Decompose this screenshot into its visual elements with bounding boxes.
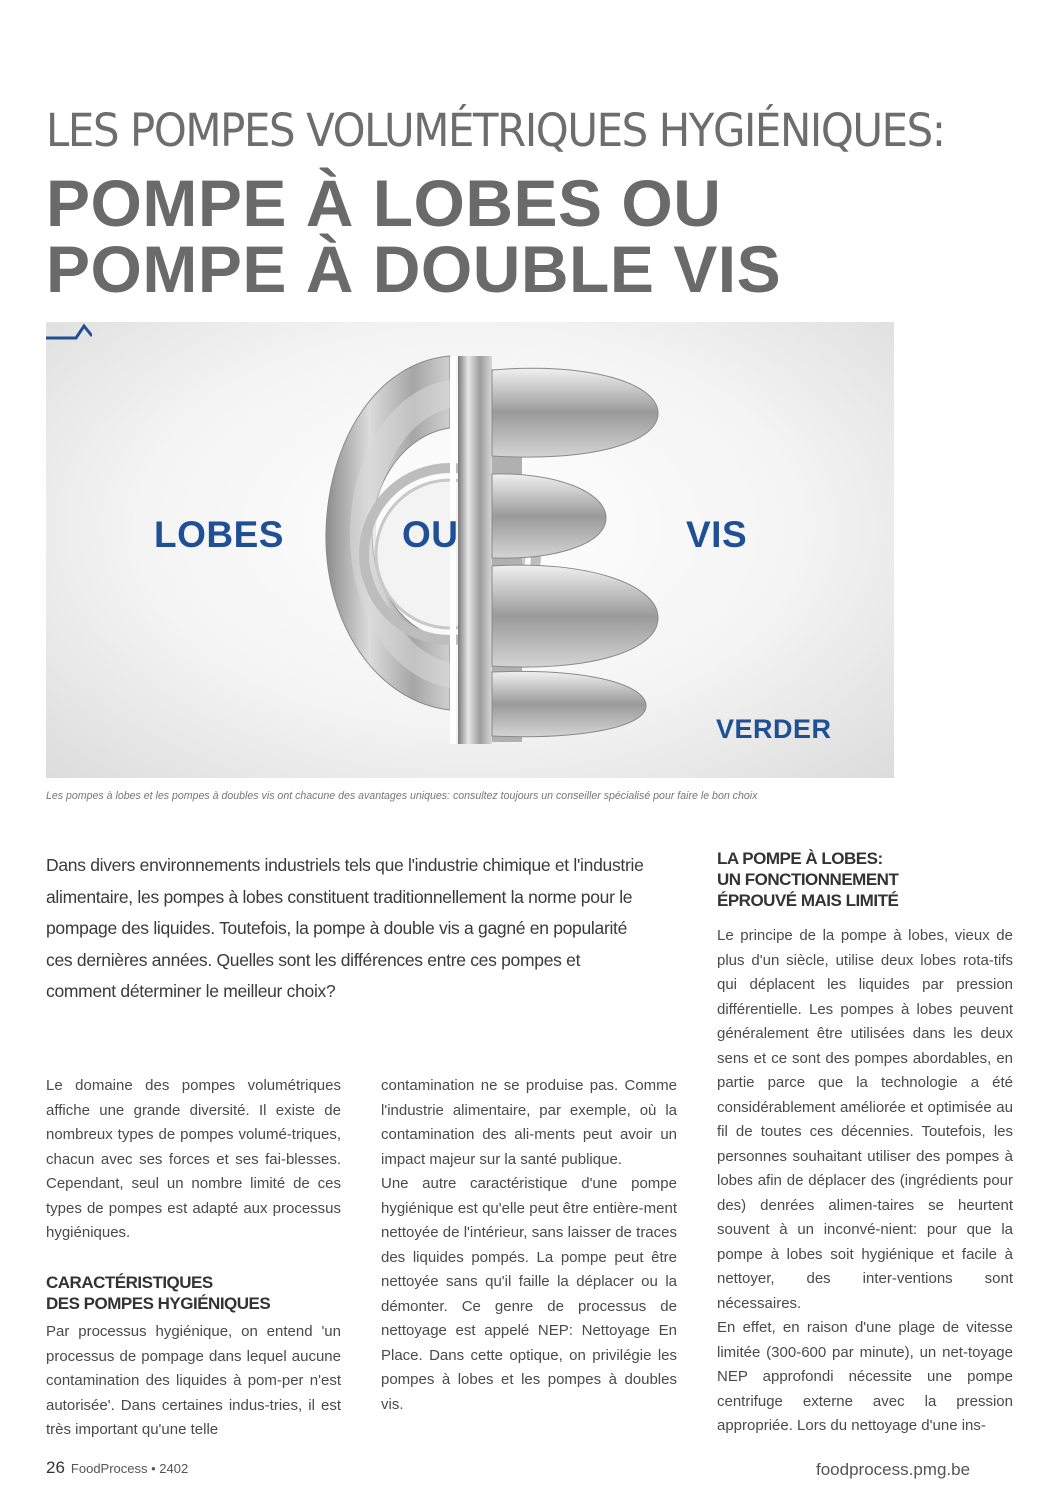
section-heading-hygienic: [46, 1272, 346, 1314]
col1-paragraph-1: Le domaine des pompes volumétriques affiche une grande diversité. Il existe de nombreux types de pompes volumé-triques, chacun avec ses forces et ses fai-blesses. Cependant, seul un nombre limité de ces types de pompes est adapté aux processus hygiéniques.: [46, 1077, 341, 1241]
col3-paragraph-2: En effet, en raison d'une plage de vitesse limitée (300-600 par minute), un net-toyage NEP approfondi nécessite une pompe centrifuge externe avec la pression appropriée. Lors du nettoyage d'une ins-: [717, 1319, 1013, 1434]
hero-label-lobes: LOBES: [154, 514, 284, 555]
footer-left: [46, 1458, 188, 1478]
section-heading-line: ÉPROUVÉ MAIS LIMITÉ: [717, 891, 899, 910]
verder-logo-swoosh-icon: [46, 322, 92, 342]
section-heading-lobe-pump: [717, 848, 1017, 911]
hero-label-ou: OU: [402, 514, 459, 555]
column-1-text: [46, 1074, 341, 1246]
column-3-text: [717, 924, 1013, 1439]
hero-label-vis: VIS: [686, 514, 748, 555]
verder-logo: VERDER: [716, 714, 832, 744]
hero-image: [46, 322, 894, 778]
col3-paragraph-1: Le principe de la pompe à lobes, vieux de plus d'un siècle, utilise deux lobes rota-tifs qui déplacent les liquides par pression différentielle. Les pompes à lobes peuvent généralement être utilisées dans les deux sens et ce sont des pompes abordables, en partie parce que la technologie a été considérablement améliorée et optimisée au fil de toutes ces décennies. Toutefois, les personnes souhaitant utiliser des pompes à lobes afin de déplacer des (ingrédients pour des) denrées alimen-taires se heurtent souvent à un inconvé-nient: pour que la pompe à lobes soit hygiénique et facile à nettoyer, des inter-ventions sont nécessaires.: [717, 927, 1013, 1312]
page-title-line1: LES POMPES VOLUMÉTRIQUES HYGIÉNIQUES:: [46, 104, 945, 157]
col2-paragraph-1: contamination ne se produise pas. Comme l'industrie alimentaire, par exemple, où la contamination des ali-ments peut avoir un impact majeur sur la santé publique.: [381, 1077, 677, 1168]
publication-name: FoodProcess • 2402: [70, 1461, 189, 1476]
column-1-text-continued: [46, 1320, 341, 1443]
image-caption: Les pompes à lobes et les pompes à doubles vis ont chacune des avantages uniques: consultez toujours un conseiller spécialisé pour faire le bon choix: [46, 790, 758, 802]
col1-paragraph-2: Par processus hygiénique, on entend 'un processus de pompage dans lequel aucune contamination des liquides à pom-per n'est autorisée'. Dans certaines indus-tries, il est très important qu'une telle: [46, 1323, 341, 1438]
page-number: 26: [46, 1458, 65, 1477]
col2-paragraph-2: Une autre caractéristique d'une pompe hygiénique est qu'elle peut être entière-ment nettoyée de l'intérieur, sans laisser de traces des liquides pompés. La pompe peut être nettoyée sans qu'il faille la déplacer ou la démonter. Ce genre de processus de nettoyage est appelé NEP: Nettoyage En Place. Dans cette optique, on privilégie les pompes à lobes et les pompes à doubles vis.: [381, 1175, 677, 1413]
footer-website-link[interactable]: foodprocess.pmg.be: [816, 1460, 971, 1479]
column-2-text: [381, 1074, 677, 1417]
section-heading-line: LA POMPE À LOBES:: [717, 849, 883, 868]
section-heading-line: CARACTÉRISTIQUES: [46, 1273, 213, 1292]
page-title-line2: POMPE À LOBES OU: [46, 166, 722, 240]
section-heading-line: UN FONCTIONNEMENT: [717, 870, 899, 889]
page-title-line3: POMPE À DOUBLE VIS: [46, 232, 782, 306]
section-heading-line: DES POMPES HYGIÉNIQUES: [46, 1294, 271, 1313]
intro-paragraph: Dans divers environnements industriels tels que l'industrie chimique et l'industrie alimentaire, les pompes à lobes constituent traditionnellement la norme pour le pompage des liquides. Toutefois, la pompe à double vis a gagné en popularité ces dernières années. Quelles sont les différences entre ces pompes et comment déterminer le meilleur choix?: [46, 855, 644, 1001]
